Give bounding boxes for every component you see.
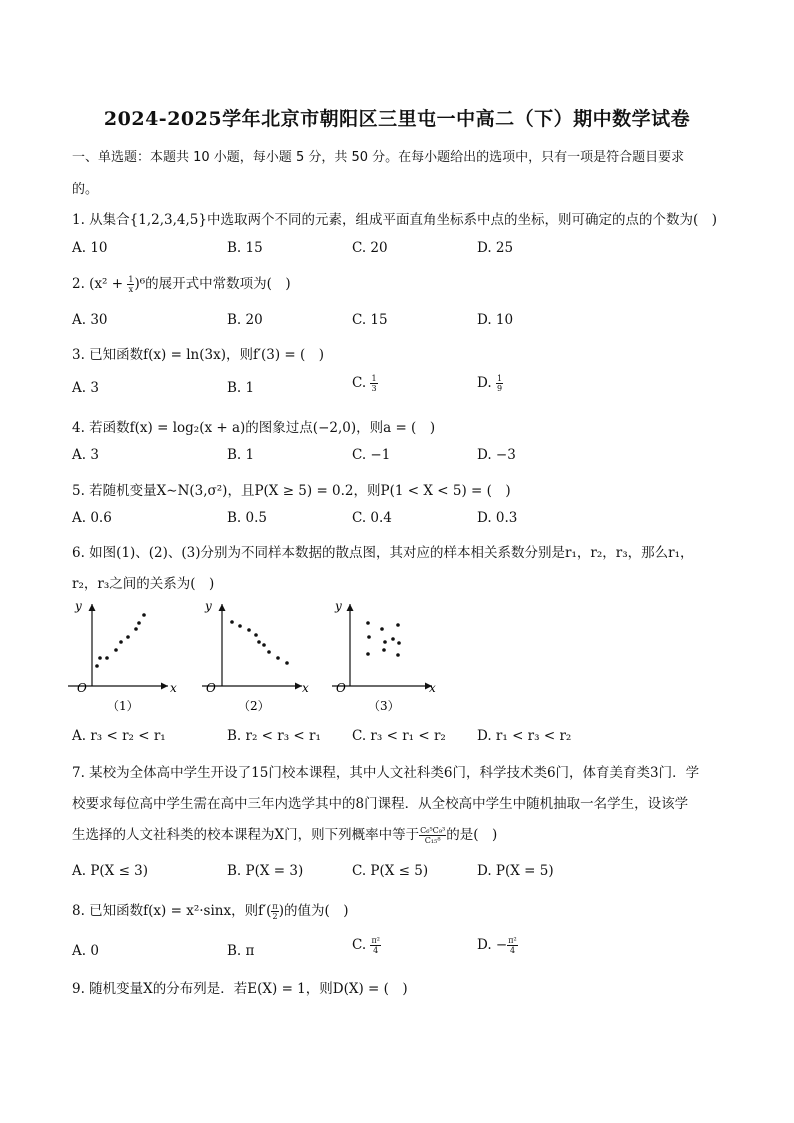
question-8-fraction: [271, 902, 278, 921]
page-title: 2024-2025学年北京市朝阳区三里屯一中高二（下）期中数学试卷: [103, 108, 691, 130]
question-8-option-c-label: C.: [352, 937, 371, 953]
question-6-option-c: C. r₃ < r₁ < r₂: [352, 728, 446, 744]
question-2-option-a: A. 30: [72, 312, 108, 328]
question-4-option-d: D. −3: [477, 447, 516, 463]
x-axis-label: x: [302, 681, 309, 695]
figure-2-caption: （2）: [238, 699, 270, 713]
points-2: [230, 620, 289, 665]
y-axis-label: y: [335, 599, 342, 613]
question-8-option-d-label: D. −: [477, 937, 508, 953]
question-2-option-b: B. 20: [227, 312, 263, 328]
scatter-plot-2: [202, 599, 309, 713]
question-9-stem: 9. 随机变量X的分布列是．若E(X) = 1，则D(X) = ( ): [72, 981, 408, 997]
question-3-option-c: [352, 374, 378, 393]
question-8-stem-prefix: 8. 已知函数f(x) = x²·sinx，则f′(: [72, 903, 272, 919]
question-6-option-b: B. r₂ < r₃ < r₁: [227, 728, 321, 744]
frac-num: π²: [508, 936, 517, 945]
x-axis-label: x: [429, 681, 436, 695]
question-8-stem: [72, 899, 722, 921]
question-3-option-d-fraction: [496, 374, 503, 393]
frac-den: 4: [509, 946, 516, 955]
question-7-stem-prefix: 生选择的人文社科类的校本课程为X门，则下列概率中等于: [72, 827, 420, 843]
question-2-stem-suffix: )⁶的展开式中常数项为( ): [134, 276, 291, 292]
question-2-option-c: C. 15: [352, 312, 388, 328]
question-7-fraction: [419, 826, 446, 845]
question-3-option-d: [477, 374, 503, 393]
question-6-option-d: D. r₁ < r₃ < r₂: [477, 728, 572, 744]
question-7-stem-line3: [72, 823, 722, 845]
question-8-option-a: A. 0: [72, 943, 99, 959]
question-2-stem: [72, 272, 722, 294]
question-5-option-a: A. 0.6: [72, 510, 112, 526]
question-8-frac-num: π: [272, 902, 278, 911]
y-axis-label: y: [205, 599, 212, 613]
question-5-option-b: B. 0.5: [227, 510, 267, 526]
question-3-option-d-label: D.: [477, 375, 496, 391]
question-8-option-b: B. π: [227, 943, 255, 959]
question-8-option-d-fraction: [507, 936, 517, 955]
origin-label: O: [206, 681, 216, 695]
points-3: [366, 621, 401, 657]
figure-1-caption: （1）: [107, 699, 139, 713]
scatter-figures: [60, 596, 460, 720]
figure-3-caption: （3）: [368, 699, 400, 713]
frac-den: 9: [496, 384, 503, 393]
question-4-option-c: C. −1: [352, 447, 391, 463]
question-7-option-c: C. P(X ≤ 5): [352, 863, 429, 879]
scatter-plot-1: [68, 599, 177, 713]
question-7-option-b: B. P(X = 3): [227, 863, 304, 879]
question-8-stem-suffix: )的值为( ): [278, 903, 349, 919]
question-6-stem-line2: r₂，r₃之间的关系为( ): [72, 576, 215, 592]
question-3-stem: 3. 已知函数f(x) = ln(3x)，则f′(3) = ( ): [72, 347, 325, 363]
question-7-option-d: D. P(X = 5): [477, 863, 554, 879]
question-6-stem-line1: 6. 如图(1)、(2)、(3)分别为不同样本数据的散点图，其对应的样本相关系数分别是r₁，r₂，r₃，那么r₁，: [72, 545, 694, 561]
section-heading-line1: 一、单选题：本题共 10 小题，每小题 5 分，共 50 分。在每小题给出的选项中，只有一项是符合题目要求: [72, 150, 685, 165]
question-1-option-b: B. 15: [227, 240, 263, 256]
question-7-stem-suffix: 的是( ): [446, 827, 498, 843]
scatter-plot-3: [332, 599, 436, 713]
question-7-option-a: A. P(X ≤ 3): [72, 863, 149, 879]
frac-num: 1: [371, 374, 377, 383]
question-4-option-a: A. 3: [72, 447, 99, 463]
question-3-option-c-label: C.: [352, 375, 371, 391]
question-2-option-d: D. 10: [477, 312, 514, 328]
question-3-option-c-fraction: [370, 374, 377, 393]
question-8-option-d: [477, 936, 518, 955]
question-1-stem: 1. 从集合{1,2,3,4,5}中选取两个不同的元素，组成平面直角坐标系中点的坐标，则可确定的点的个数为( ): [72, 212, 717, 228]
y-axis-label: y: [75, 599, 82, 613]
x-axis-label: x: [170, 681, 177, 695]
question-7-stem-line1: 7. 某校为全体高中学生开设了15门校本课程，其中人文社科类6门，科学技术类6门，体育美育类3门．学: [72, 765, 700, 781]
origin-label: O: [336, 681, 346, 695]
question-8-option-c: [352, 936, 381, 955]
frac-num: π²: [371, 936, 380, 945]
question-1-option-d: D. 25: [477, 240, 514, 256]
section-heading-line2: 的。: [72, 182, 99, 197]
question-8-frac-den: 2: [272, 912, 278, 921]
question-3-option-a: A. 3: [72, 380, 99, 396]
question-1-option-a: A. 10: [72, 240, 108, 256]
question-2-frac-num: 1: [128, 275, 134, 284]
question-5-stem: 5. 若随机变量X∼N(3,σ²)，且P(X ≥ 5) = 0.2，则P(1 < X < 5) = ( ): [72, 483, 511, 499]
question-5-option-d: D. 0.3: [477, 510, 518, 526]
points-1: [95, 613, 146, 668]
question-4-option-b: B. 1: [227, 447, 255, 463]
question-6-option-a: A. r₃ < r₂ < r₁: [72, 728, 166, 744]
question-2-frac-den: x: [128, 285, 134, 294]
question-7-stem-line2: 校要求每位高中学生需在高中三年内选学其中的8门课程．从全校高中学生中随机抽取一名学生，设该学: [72, 796, 689, 812]
frac-den: 4: [373, 946, 379, 955]
question-7-frac-den: C₁₅⁸: [424, 836, 441, 845]
question-5-option-c: C. 0.4: [352, 510, 392, 526]
question-4-stem: 4. 若函数f(x) = log₂(x + a)的图象过点(−2,0)，则a = ( ): [72, 420, 436, 436]
question-1-option-c: C. 20: [352, 240, 388, 256]
question-2-stem-prefix: 2. (x² +: [72, 276, 128, 292]
frac-den: 3: [371, 384, 377, 393]
question-3-option-b: B. 1: [227, 380, 255, 396]
origin-label: O: [77, 681, 87, 695]
question-7-frac-num: C₆⁵C₉³: [420, 826, 446, 835]
question-8-option-c-fraction: [370, 936, 380, 955]
frac-num: 1: [496, 374, 503, 383]
